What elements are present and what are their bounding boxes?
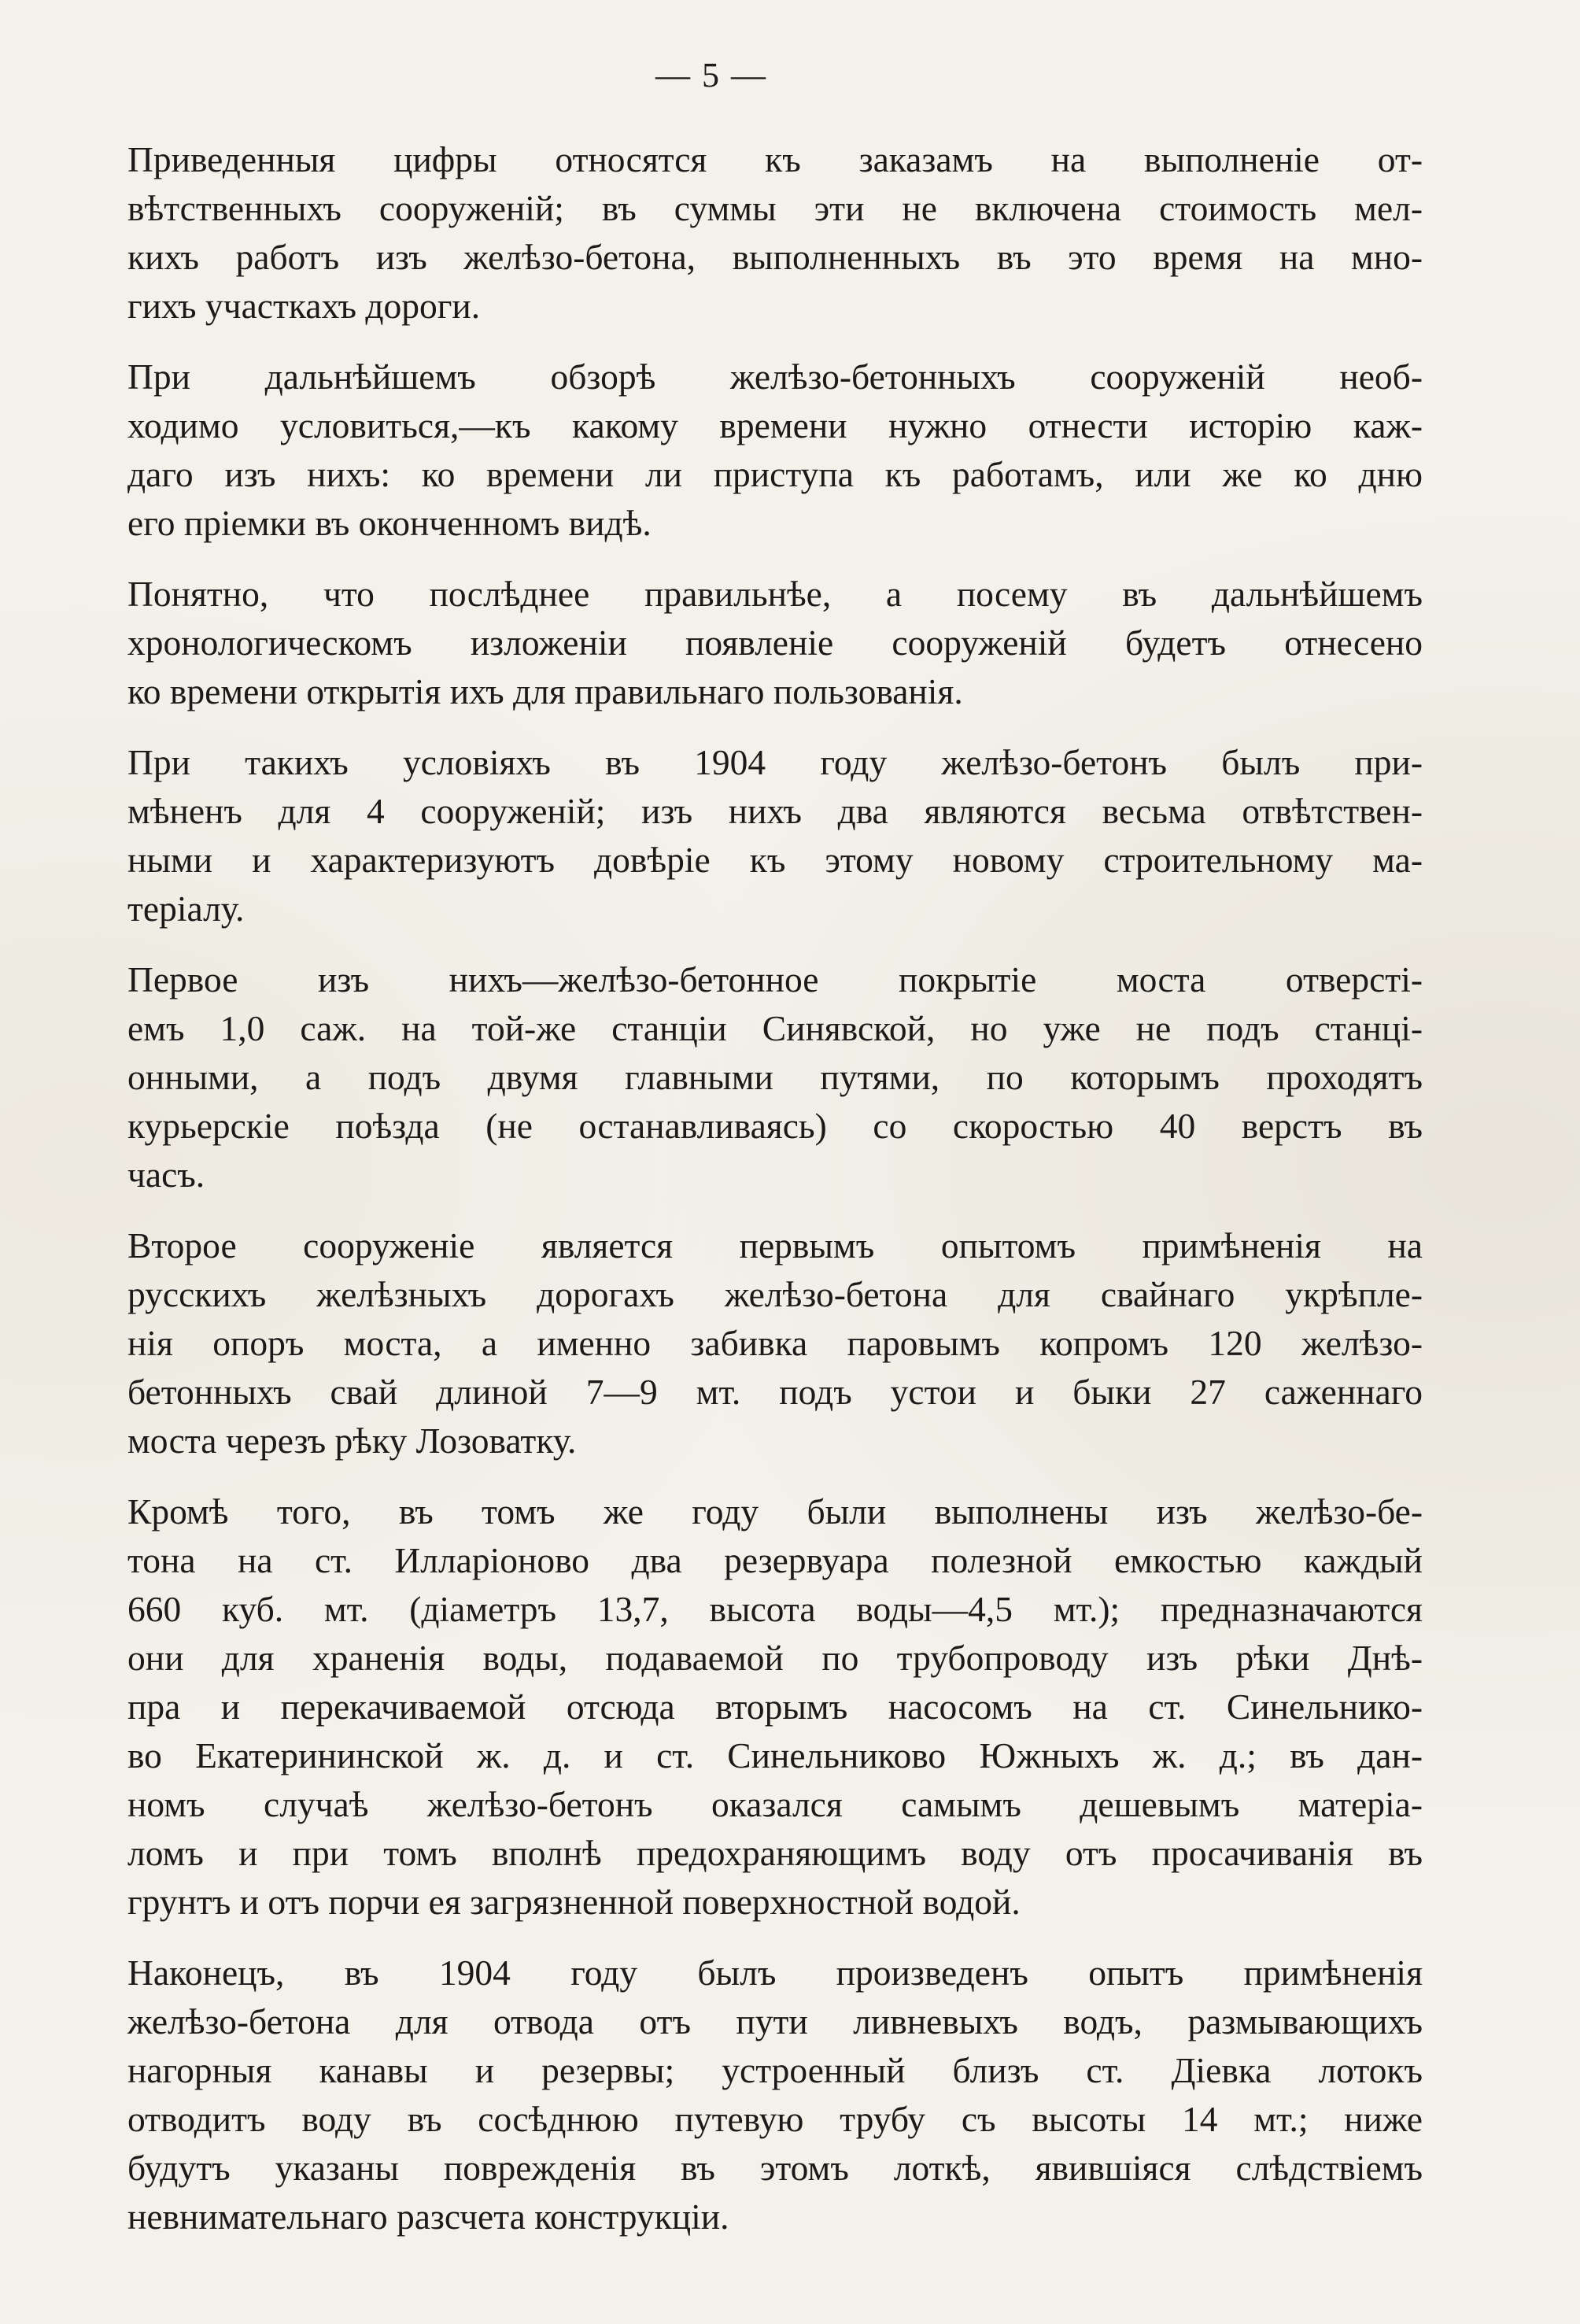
paragraph-3 [127,570,1423,716]
text-line: При дальнѣйшемъ обзорѣ желѣзо-бетонныхъ сооруженій необ- [127,357,1423,397]
paragraph-5 [127,955,1423,1199]
text-line: гихъ участкахъ дороги. [127,286,481,326]
text-line: ходимо условиться,—къ какому времени нужно отнести исторію каж- [127,405,1423,445]
text-line: будутъ указаны поврежденія въ этомъ лоткѣ, явившіяся слѣдствіемъ [127,2148,1423,2188]
text-line: При такихъ условіяхъ въ 1904 году желѣзо-бетонъ былъ при- [127,742,1423,782]
text-line: Приведенныя цифры относятся къ заказамъ на выполненіе от- [127,139,1423,179]
text-line: ломъ и при томъ вполнѣ предохраняющимъ воду отъ просачиванія въ [127,1833,1423,1873]
text-line: отводитъ воду въ сосѣднюю путевую трубу съ высоты 14 мт.; ниже [127,2099,1423,2139]
text-line: вѣтственныхъ сооруженій; въ суммы эти не включена стоимость мел- [127,188,1423,228]
text-line: 660 куб. мт. (діаметръ 13,7, высота воды—4,5 мт.); предназначаются [127,1589,1423,1629]
text-line: номъ случаѣ желѣзо-бетонъ оказался самымъ дешевымъ матеріа- [127,1784,1423,1824]
paragraph-1 [127,135,1423,331]
paragraph-6 [127,1221,1423,1465]
text-line: даго изъ нихъ: ко времени ли приступа къ работамъ, или же ко дню [127,454,1423,494]
text-line: грунтъ и отъ порчи ея загрязненной поверхностной водой. [127,1882,1021,1922]
paragraph-4 [127,738,1423,933]
text-line: мѣненъ для 4 сооруженій; изъ нихъ два являются весьма отвѣтствен- [127,791,1423,831]
paragraph-7 [127,1487,1423,1927]
text-line: онными, а подъ двумя главными путями, по которымъ проходятъ [127,1057,1423,1097]
text-line: желѣзо-бетона для отвода отъ пути ливневыхъ водъ, размывающихъ [127,2001,1423,2041]
text-line: нагорныя канавы и резервы; устроенный близъ ст. Діевка лотокъ [127,2050,1423,2090]
text-line: Понятно, что послѣднее правильнѣе, а посему въ дальнѣйшемъ [127,574,1423,614]
text-line: бетонныхъ свай длиной 7—9 мт. подъ устои и быки 27 саженнаго [127,1372,1423,1412]
paragraph-2 [127,353,1423,548]
text-line: Первое изъ нихъ—желѣзо-бетонное покрытіе моста отверсті- [127,959,1423,999]
page-number: — 5 — [655,56,767,94]
text-line: хронологическомъ изложеніи появленіе сооруженій будетъ отнесено [127,623,1423,663]
text-line: нія опоръ моста, а именно забивка паровымъ копромъ 120 желѣзо- [127,1323,1423,1363]
text-line: во Екатерининской ж. д. и ст. Синельниково Южныхъ ж. д.; въ дан- [127,1735,1423,1775]
text-line: Наконецъ, въ 1904 году былъ произведенъ опытъ примѣненія [127,1953,1423,1993]
text-line: теріалу. [127,889,245,929]
text-line: Второе сооруженіе является первымъ опытомъ примѣненія на [127,1225,1423,1265]
text-line: часъ. [127,1155,205,1195]
text-line: пра и перекачиваемой отсюда вторымъ насосомъ на ст. Синельнико- [127,1687,1423,1727]
text-line: его пріемки въ оконченномъ видѣ. [127,503,652,543]
text-line: емъ 1,0 саж. на той-же станціи Синявской, но уже не подъ станці- [127,1008,1423,1048]
text-line: они для храненія воды, подаваемой по трубопроводу изъ рѣки Днѣ- [127,1638,1423,1678]
body-text [127,135,1423,2263]
paragraph-8 [127,1949,1423,2241]
text-line: невнимательнаго разсчета конструкціи. [127,2197,729,2237]
text-line: моста черезъ рѣку Лозоватку. [127,1421,577,1461]
text-line: кихъ работъ изъ желѣзо-бетона, выполненныхъ въ это время на мно- [127,237,1423,277]
text-line: ко времени открытія ихъ для правильнаго пользованія. [127,671,963,711]
text-line: курьерскіе поѣзда (не останавливаясь) со скоростью 40 верстъ въ [127,1106,1423,1146]
text-line: русскихъ желѣзныхъ дорогахъ желѣзо-бетона для свайнаго укрѣпле- [127,1274,1423,1314]
text-line: Кромѣ того, въ томъ же году были выполнены изъ желѣзо-бе- [127,1491,1423,1531]
text-line: тона на ст. Илларіоново два резервуара полезной емкостью каждый [127,1540,1423,1580]
text-line: ными и характеризуютъ довѣріе къ этому новому строительному ма- [127,840,1423,880]
